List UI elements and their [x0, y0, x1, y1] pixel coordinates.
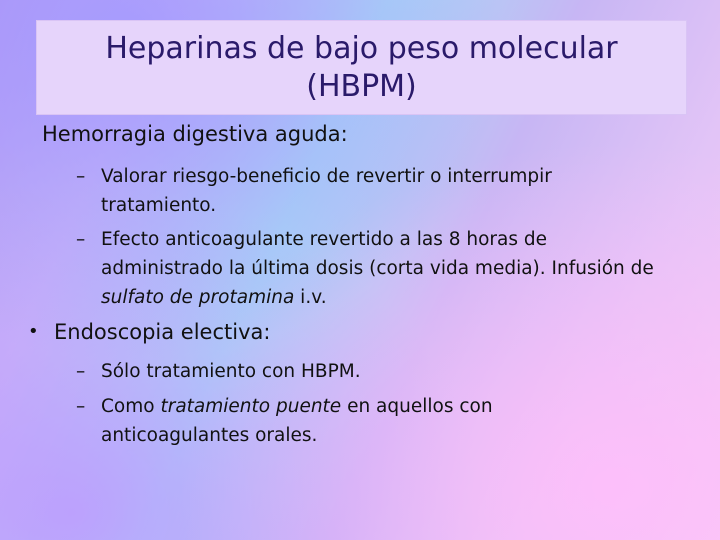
list-item: Valorar riesgo-beneficio de revertir o interrumpir tratamiento.	[101, 166, 552, 216]
emphasis-text: tratamiento puente	[160, 396, 342, 417]
dash-marker: –	[76, 229, 86, 250]
section-heading-hemorragia: Hemorragia digestiva aguda:	[42, 122, 348, 146]
dash-marker: –	[76, 396, 86, 417]
list-item: Sólo tratamiento con HBPM.	[101, 361, 361, 382]
slide-title-line2: (HBPM)	[306, 68, 417, 104]
dash-marker: –	[76, 166, 86, 187]
list-item: Como tratamiento puente en aquellos con anticoagulantes orales.	[101, 396, 493, 446]
section-heading-endoscopia: Endoscopia electiva:	[54, 320, 271, 344]
list-item: Efecto anticoagulante revertido a las 8 horas de administrado la última dosis (corta vida media). Infusión de sulfato de protamina i.v.	[101, 229, 654, 308]
emphasis-text: sulfato de protamina	[101, 287, 295, 308]
dash-marker: –	[76, 361, 86, 382]
slide-title-line1: Heparinas de bajo peso molecular	[105, 30, 618, 66]
bullet-marker: •	[28, 321, 39, 342]
